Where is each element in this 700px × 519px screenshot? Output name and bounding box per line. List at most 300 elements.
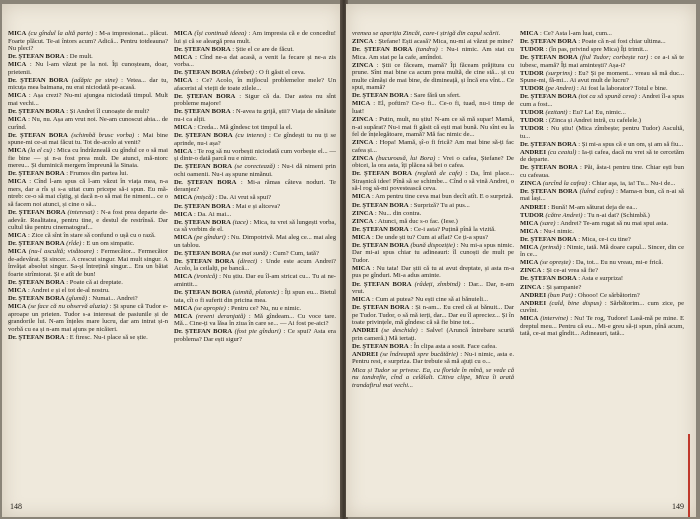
speaker-name: MICA xyxy=(8,287,27,295)
dialogue-text: Mă gîndeam... Cu voce tare. Mă... Cine-ți va lăsa în ziua în care se... — Ai fost pe-aici? xyxy=(174,312,336,328)
right-page-number: 149 xyxy=(672,502,684,511)
dialogue-text: N-avea tu grijă, știi? Viața de sănătate nu-i ca alții. xyxy=(174,108,336,124)
speaker-name: Dr. ȘTEFAN BORA xyxy=(174,328,233,336)
dialogue-line: MICA : Da. Ai mai... xyxy=(174,210,232,218)
dialogue-text: Poate că ai dreptate. xyxy=(69,279,123,286)
speaker-name: Dr. ȘTEFAN BORA xyxy=(520,275,577,283)
dialogue-text: Mi-a rămas câteva noduri. Te deranjez? xyxy=(174,178,336,194)
dialogue-text: vremea se apariția Zincăi, care-i ștrigă din capul scării. xyxy=(352,30,501,37)
speaker-name: MICA xyxy=(174,53,193,61)
dialogue-text: Nu-i nimic. xyxy=(543,227,574,235)
dialogue-text: Știe el ce are de făcut. xyxy=(235,45,294,53)
dialogue-line: Dr. ȘTEFAN BORA : De mult. xyxy=(8,53,93,61)
dialogue-line: Dr. ȘTEFAN BORA (direct) : Unde este acum Andrei? Acolo, la ceilalți, pe bancă... xyxy=(174,257,336,273)
dialogue-text: Putin, mult, nu știu! N-am ce să mă supar! Mamă, n-ai supărat? Nu-i mai fi găsit că ești mai bună. Nu sînt eu la fel de înțelegătoare, mamă? Mă fac nimic de... xyxy=(352,116,514,139)
speaker-name: ZINCA xyxy=(352,38,374,46)
speaker-name: MICA xyxy=(174,273,193,281)
left-page-column-1 xyxy=(8,30,168,500)
right-page xyxy=(346,4,696,517)
dialogue-text: Nimic, tată. Mă doare capul... Sincer, din ce în ce... xyxy=(520,243,684,259)
stage-direction: (glumă) xyxy=(66,295,88,303)
dialogue-text: Nu-i nimic, asta e. Pentru rest, e surpriza. Dar trebuie să mă ajuți cu o... xyxy=(352,350,514,366)
stage-direction: (se deschide) xyxy=(381,327,418,335)
dialogue-text: Ștefane! Ești acasă? Mica, nu-mi ai văzut pe mine? xyxy=(378,38,514,46)
dialogue-line: Dr. ȘTEFAN BORA (fost pie gînduri) : Ce spui? Asta era problema? Dar ești sigur? xyxy=(174,328,336,343)
dialogue-line: MICA : Zice că sînt în stare să confund o ușă cu o rază. xyxy=(8,232,156,240)
dialogue-text: Vrei o cafea, Ștefane? De obicei, la ora asta, îți plăcea să bei o cafea. xyxy=(352,154,514,170)
speaker-name: ZINCA xyxy=(520,267,542,275)
dialogue-line: Dr. ȘTEFAN BORA : Sare fără un sfert. xyxy=(352,92,461,100)
speaker-name: ANDREI xyxy=(352,350,379,358)
speaker-name: MICA xyxy=(174,210,193,218)
stage-direction: (bun Pat) xyxy=(547,291,573,299)
speaker-name: MICA xyxy=(352,233,371,241)
speaker-name: Dr. ȘTEFAN BORA xyxy=(8,170,65,178)
speaker-name: ZINCA xyxy=(352,116,374,124)
speaker-name: ANDREI xyxy=(520,203,547,211)
dialogue-line: MICA : Cînd l-am spus că l-am văzut în viața mea, n-a mers, dar a rîs și s-a uitat cum pricepe să-i spun. Eu mă-ntreb: ce-o să mai cîștig, și dacă n-o să mai fie nimeni... ce o să facem noi atunci, și cine o să... xyxy=(8,178,168,209)
stage-direction: (reveni deranjată) xyxy=(195,312,246,320)
speaker-name: Dr. ȘTEFAN BORA xyxy=(520,187,578,195)
dialogue-text: Nu. Dimpotrivă. Mai aleg ce... mai aleg un tablou. xyxy=(174,234,336,249)
speaker-name: Dr. ȘTEFAN BORA xyxy=(174,132,233,140)
speaker-name: Dr. ȘTEFAN BORA xyxy=(174,178,237,186)
dialogue-text: Ia-ți cafea, dacă nu vrei să te cercetăm de departe. xyxy=(520,148,684,164)
dialogue-text: Nu l-am văzut pe la noi. Îți cunoșteam, doar, prietenii. xyxy=(8,61,168,76)
dialogue-text: Și ce-ai vrea să fie? xyxy=(546,267,599,275)
dialogue-line: ZINCA : Hopa! Mamă, șî-o fi frică? Am mai bine să-ți fac cafea și... xyxy=(352,139,514,154)
stage-direction: (fiul Tudor; corbește rar) xyxy=(579,54,649,62)
dialogue-text: Surpriză? Tu ai pus... xyxy=(413,201,470,209)
dialogue-line xyxy=(352,30,514,38)
stage-direction: (urcînd la cafea) xyxy=(542,179,587,187)
stage-direction: (reglată de cafe) xyxy=(415,170,463,178)
dialogue-line: Dr. ȘTEFAN BORA (rîde) : E un om simpatic. xyxy=(8,240,135,248)
dialogue-text: Salve! (Aruncă întrebare scurtă prin cameră.) Mă iertați. xyxy=(352,327,514,342)
dialogue-line: Dr. ȘTEFAN BORA : Surpriză? Tu ai pus... xyxy=(352,201,470,209)
speaker-name: MICA xyxy=(352,100,371,108)
dialogue-text: Poate că n-ai fost chiar ultima... xyxy=(581,38,666,46)
dialogue-line: Dr. ȘTEFAN BORA (tot ca să spună ceva) : Andrei îl-a spus cum a fost... xyxy=(520,93,684,108)
speaker-name: MICA xyxy=(8,178,27,186)
dialogue-line: TUDOR : (Zinca și Andrei intră, cu cafelele.) xyxy=(520,117,642,125)
speaker-name: MICA xyxy=(8,92,27,100)
stage-direction: (bucuroasă, lui Bora) xyxy=(376,154,436,162)
dialogue-text: Știi ce făceam, mamă? Îți făceam prăjitura cu prune. Sînt mai bine ca acum prea multă, de cine stă... și cu multe cămăși de mai bine, de dimineață, și încă era vînt... Ce spui, mamă? xyxy=(352,61,514,92)
speaker-name: TUDOR xyxy=(520,46,544,54)
dialogue-line: Dr. ȘTEFAN BORA (tandru) : Nu-i nimic. Am stat cu Mica. Am stat pe la cafe, amîndoi. xyxy=(352,46,514,61)
dialogue-line: MICA : Nu l-am văzut pe la noi. Îți cunoșteam, doar, prietenii. xyxy=(8,61,168,76)
dialogue-text: E firesc. Nu-i place să se știe. xyxy=(69,333,148,341)
dialogue-text: N-a fost prea departe de-adevăr. Realitatea, pentru tine, e destul de restrînsă. Dar cultul tău pentru cinematograf... xyxy=(8,209,168,232)
dialogue-text: Zice că sînt în stare să confund o ușă cu o rază. xyxy=(31,232,156,240)
dialogue-text: Asta e surpriza! xyxy=(581,275,624,283)
dialogue-line: ZINCA (bucuroasă, lui Bora) : Vrei o cafea, Ștefane? De obicei, la ora asta, îți plăcea să bei o cafea. xyxy=(352,154,514,170)
dialogue-line: Dr. ȘTEFAN BORA (glumă) : Numai... Andrei? xyxy=(8,295,138,303)
stage-direction: (se mai sună) xyxy=(232,249,268,257)
stage-direction: (către Andrei) xyxy=(545,211,583,219)
stage-direction: (adăpic pe sine) xyxy=(71,76,118,84)
speaker-name: MICA xyxy=(352,296,371,304)
speaker-name: MICA xyxy=(8,147,27,155)
stage-direction: (cald, bine dispus) xyxy=(549,299,602,307)
dialogue-text: Ce spui? Asta era problema? Dar ești sigur? xyxy=(174,328,336,343)
dialogue-text: În clipa asta a sosit. Face cafea. xyxy=(413,342,497,350)
stage-direction: (pe Andrei) xyxy=(545,85,576,93)
speaker-name: MICA xyxy=(520,315,539,323)
dialogue-text: Numai... Andrei? xyxy=(92,295,138,303)
dialogue-line: TUDOR (pe Andrei) : Ai fost la laborator? Totul e bine. xyxy=(520,85,668,93)
dialogue-text: Și spune că Tudor e-aproape un prieten. Tudor s-a interesat de pasiunile și de grandorile lui. N-am înțeles mare lucru, dar am intrat și-n vorbă cu ea și n-am mai ajuns pe nicăieri. xyxy=(8,303,168,333)
dialogue-line: ZINCA (urcînd la cafea) : Chiar aşa, ia, ia! Tu... Nu-i de... xyxy=(520,179,676,187)
speaker-name: Dr. ȘTEFAN BORA xyxy=(352,304,410,312)
dialogue-text: Pentru ce? Nu, nu e nimic. xyxy=(230,304,302,312)
speaker-name: TUDOR xyxy=(520,125,544,133)
dialogue-text: Chiar aşa, ia, ia! Tu... Nu-i de... xyxy=(592,179,676,187)
stage-direction: (cu ceaiul) xyxy=(547,148,577,156)
dialogue-line: MICA : El, poftim? Ce-o fi... Ce-o fi, tuad, nu-i timp de luat! xyxy=(352,100,514,115)
dialogue-text: Mama-n bun, că n-ai să mai lași... xyxy=(520,187,684,203)
stage-direction: (la el cu) xyxy=(28,147,52,155)
dialogue-line: Dr. ȘTEFAN BORA : Păi, ăsta-i pentru tine. Chiar ești bun cu cafeaua. xyxy=(520,164,684,179)
speaker-name: MICA xyxy=(174,77,193,85)
speaker-name: Dr. ȘTEFAN BORA xyxy=(352,342,409,350)
dialogue-line: Dr. ȘTEFAN BORA (reglată de cafe) : Da, îmi place... Strașnică idee! Pînă să se schimbe... Cînd o să vină Andrei, o să-l rog să-mi povestească ceva. xyxy=(352,170,514,193)
dialogue-line: ZINCA : Putin, mult, nu știu! N-am ce să mă supar! Mamă, n-ai supărat? Nu-i mai fi găsit că ești mai bună. Nu sînt eu la fel de înțelegătoare, mamă? Mă fac nimic de... xyxy=(352,116,514,139)
dialogue-line: MICA : Ce? Acolo, în mijlocul problemelor mele? Un afacerist al vieții de toate zilele... xyxy=(174,77,336,92)
speaker-name: MICA xyxy=(8,116,27,124)
right-page-column-2 xyxy=(520,30,684,500)
speaker-name: TUDOR xyxy=(520,211,544,219)
dialogue-line: Dr. ȘTEFAN BORA (se mai sună) : Cum? Cum, tată? xyxy=(174,249,319,257)
dialogue-line: Dr. ȘTEFAN BORA (zîmbet) : O fi găsit el ceva. xyxy=(174,69,306,77)
dialogue-text: Nu... din contra. xyxy=(378,209,422,217)
dialogue-text: Da, tot... Eu nu vreau, mi-e frică. xyxy=(575,259,663,267)
dialogue-text: Sare fără un sfert. xyxy=(413,92,461,100)
speaker-name: ANDREI xyxy=(352,327,379,335)
stage-direction: (tandru) xyxy=(415,46,438,54)
dialogue-text: Ce gîndești tu nu ți se aprinde, nu-i așa? xyxy=(174,132,336,147)
stage-direction: (mișcă) xyxy=(193,194,214,202)
right-page-column-1 xyxy=(352,30,514,500)
dialogue-text: Și n-am... Eu cred că ai bănuit... Dar pe Tudor. Tudor, o să mă ierți, dar... Dar eu îl apreciez... Și în toate privințele, mă gîndesc că să fie bine tot... xyxy=(352,304,514,327)
dialogue-line: Dr. ȘTEFAN BORA : Poate că n-ai fost chiar ultima... xyxy=(520,38,666,46)
dialogue-text: Cum ai putea? Nu ești cine să ai bănuieli... xyxy=(375,296,489,304)
speaker-name: Dr. ȘTEFAN BORA xyxy=(520,235,577,243)
dialogue-line: Dr. ȘTEFAN BORA (cu interes) : Ce gîndești tu nu ți se aprinde, nu-i așa? xyxy=(174,132,336,147)
dialogue-line: Dr. ȘTEFAN BORA (interesat) : N-a fost prea departe de-adevăr. Realitatea, pentru tine, e destul de restrînsă. Dar cultul tău pentru cinematograf... xyxy=(8,209,168,232)
dialogue-line xyxy=(352,367,514,390)
dialogue-text: Vetea... dar tu, micuța mea baimana, nu erai niciodată pe-acasă. xyxy=(8,76,168,92)
dialogue-text: De unde ști tu? Cum ai aflat? Ce ți-a spus? xyxy=(375,233,489,241)
speaker-name: MICA xyxy=(174,147,193,155)
dialogue-line: Dr. ȘTEFAN BORA : Ce-i asta? Puțină pînă la vizită. xyxy=(352,225,496,233)
dialogue-line: Dr. ȘTEFAN BORA : E firesc. Nu-i place să se știe. xyxy=(8,333,148,341)
speaker-name: MICA xyxy=(520,227,539,235)
speaker-name: Dr. ȘTEFAN BORA xyxy=(8,295,65,303)
dialogue-text: Și mi-a spus că e un om, și am să fiu... xyxy=(581,140,684,148)
speaker-name: Dr. ȘTEFAN BORA xyxy=(8,279,65,286)
speaker-name: ZINCA xyxy=(352,209,374,217)
stage-direction: (schimbă brusc vorba) xyxy=(71,131,135,139)
dialogue-text: Cînd l-am spus că l-am văzut în viața mea, n-a mers, dar a rîs și s-a uitat cum pricepe să-i spun. Eu mă-ntreb: ce-o să mai cîștig, și dacă n-o să mai fie nimeni... ce o să facem noi atunci, și cine o să... xyxy=(8,178,168,209)
speaker-name: MICA xyxy=(174,304,193,312)
stage-direction: (cu interes) xyxy=(235,132,267,140)
stage-direction: (tace) xyxy=(232,218,249,226)
dialogue-text: Fermecător... Fermecător de-adevărat. Și sincer... A crescut singur. Mai mult singur. A învățat absolut singur. Sa-și întrețină singur... Era un băiat foarte strîmtorat. Și e atît de bun! xyxy=(8,248,168,278)
stage-direction: (rîde) xyxy=(66,240,82,248)
dialogue-text: Eu? Și pe moment... vreau să mă duc... Spune-mi, fă-mi... Ai avut mult de lucru? xyxy=(520,69,684,85)
speaker-name: TUDOR xyxy=(520,117,544,125)
dialogue-text: Mica și Tudor se privesc. Ea, cu floride în mînă, se vede că nu tandrefie, cînd a celălalt. Citiva clipe, Mica îi arată trandafirul mai vechi... xyxy=(352,366,514,389)
dialogue-line: Dr. ȘTEFAN BORA (bună dispoziție) : Nu mi-a spus nimic. Dar mi-ai spus chiar tu adineauri: îl cunoști de mult pe Tudor. xyxy=(352,241,514,264)
dialogue-text: Da. Ai mai... xyxy=(197,210,232,218)
speaker-name: ZINCA xyxy=(352,61,374,69)
speaker-name: Dr. ȘTEFAN BORA xyxy=(520,140,577,148)
dialogue-line: MICA (se apropie) : Pentru ce? Nu, nu e nimic. xyxy=(174,304,302,312)
dialogue-line: Dr. ȘTEFAN BORA : Și n-am... Eu cred că ai bănuit... Dar pe Tudor. Tudor, o să mă ierți, dar... Dar eu îl apreciez... Și în toate privințele, mă gîndesc că să fie bine tot... xyxy=(352,304,514,327)
speaker-name: MICA xyxy=(520,243,539,251)
dialogue-line: MICA : De unde ști tu? Cum ai aflat? Ce ți-a spus? xyxy=(352,233,489,241)
speaker-name: Dr. ȘTEFAN BORA xyxy=(174,257,235,265)
speaker-name: MICA xyxy=(8,303,27,311)
dialogue-text: Îți spun eu... Bietul tata, cît o fi suferit din pricina mea. xyxy=(174,289,336,304)
dialogue-text: Ce-i asta? Puțină pînă la vizită. xyxy=(413,225,496,233)
speaker-name: Dr. ȘTEFAN BORA xyxy=(352,241,409,249)
dialogue-line: ZINCA : Nu... din contra. xyxy=(352,209,422,217)
speaker-name: Dr. ȘTEFAN BORA xyxy=(174,249,231,257)
dialogue-line: TUDOR : (în pas, privind spre Mica) Îți trimit... xyxy=(520,46,648,54)
dialogue-line: ANDREI (cald, bine dispus) : Sărbătorim... cum zice, pe cuvînt. xyxy=(520,299,684,315)
speaker-name: ANDREI xyxy=(520,299,547,307)
dialogue-text: Unde este acum Andrei? Acolo, la ceilalți, pe bancă... xyxy=(174,257,336,273)
speaker-name: Dr. ȘTEFAN BORA xyxy=(520,93,577,101)
speaker-name: MICA xyxy=(520,219,539,227)
dialogue-line: ANDREI (se îndreaptă spre bucătărie) : Nu-i nimic, asta e. Pentru rest, e surpriza. Dar trebuie să mă ajuți cu o... xyxy=(352,350,514,366)
speaker-name: Dr. ȘTEFAN BORA xyxy=(8,53,65,61)
speaker-name: ZINCA xyxy=(352,139,374,147)
speaker-name: MICA xyxy=(8,232,27,240)
dialogue-line: MICA (nu-l ascultă; visătoare) : Fermecător... Fermecător de-adevărat. Și sincer... A crescut singur. Mai mult singur. A învățat absolut singur. Sa-și întrețină singur... Era un băiat foarte strîmtorat. Și e atît de bun! xyxy=(8,248,168,278)
speaker-name: Dr. ȘTEFAN BORA xyxy=(174,69,231,77)
dialogue-text: Da. Ai vrut să spui? xyxy=(218,194,272,202)
dialogue-text: Mica, ce-i cu tine? xyxy=(581,235,631,243)
dialogue-text: M-a impresionat... plăcut. Foarte plăcut. Te-ai întors acum? Adică... Pentru totdeauna? Nu pleci? xyxy=(8,30,168,53)
dialogue-line: TUDOR : Nu știu! (Mica zîmbește; pentru Tudor) Ascultă, tu... xyxy=(520,125,684,140)
stage-direction: (ezitant) xyxy=(545,108,568,116)
dialogue-line: Dr. ȘTEFAN BORA : Și Andrei îl cunoaște de mult? xyxy=(8,107,150,115)
dialogue-line: MICA : Andrei e și el tot de-al nostru. xyxy=(8,287,110,295)
dialogue-text: Mai e și altceva? xyxy=(235,202,281,210)
speaker-name: Dr. ȘTEFAN BORA xyxy=(520,164,578,172)
stage-direction: (bună dispoziție) xyxy=(410,241,456,249)
dialogue-text: Sigur că da. Dar astea nu sînt probleme majore! xyxy=(174,92,336,108)
dialogue-line: Dr. ȘTEFAN BORA : Mi-a rămas câteva noduri. Te deranjez? xyxy=(174,178,336,194)
dialogue-text: Dar... Dar, n-am vrut. xyxy=(352,280,514,296)
speaker-name: MICA xyxy=(174,30,193,37)
dialogue-line: ZINCA : Și ce-ai vrea să fie? xyxy=(520,267,599,275)
dialogue-text: Nu-i dă nimeni prin ochi oamenii. Nu-i aș spune nimănui. xyxy=(174,163,336,178)
speaker-name: Dr. ȘTEFAN BORA xyxy=(352,46,413,54)
stage-direction: (se face că nu observă aluzia) xyxy=(28,303,108,311)
dialogue-line: Dr. ȘTEFAN BORA (râdeți, zîmbind) : Dar... Dar, n-am vrut. xyxy=(352,280,514,296)
speaker-name: MICA xyxy=(8,30,27,37)
speaker-name: ZINCA xyxy=(352,217,374,225)
dialogue-text: Nu știu. Dar eu îl-am stricat cu... Tu ai ne-amintit... xyxy=(174,273,336,288)
stage-direction: (prinsă) xyxy=(540,243,562,251)
dialogue-line: Dr. ȘTEFAN BORA : În clipa asta a sosit. Face cafea. xyxy=(352,342,497,350)
dialogue-line: TUDOR (surprins) : Eu? Și pe moment... vreau să mă duc... Spune-mi, fă-mi... Ai avut mult de lucru? xyxy=(520,69,684,85)
stage-direction: (se corectează) xyxy=(234,163,276,171)
dialogue-text: Cînd ne-a dat acasă, a venit la fecare și ne-a zis vorba... xyxy=(174,53,336,69)
speaker-name: Dr. ȘTEFAN BORA xyxy=(174,163,233,171)
dialogue-text: Ce? Acolo, în mijlocul problemelor mele? Un afacerist al vieții de toate zilele... xyxy=(174,77,336,92)
dialogue-line: MICA (se face că nu observă aluzia) : Și spune că Tudor e-aproape un prieten. Tudor s-a interesat de pasiunile și de grandorile lui. N-am înțeles mare lucru, dar am intrat și-n vorbă cu ea și n-am mai ajuns pe nicăieri. xyxy=(8,303,168,333)
dialogue-line: ANDREI (bun Pat) : Ohooo! Ce sărbătorim? xyxy=(520,291,640,299)
dialogue-line: Dr. ȘTEFAN BORA : Poate că ai dreptate. xyxy=(8,279,123,286)
dialogue-line: ZINCA : Ștefane! Ești acasă? Mica, nu-mi ai văzut pe mine? xyxy=(352,38,514,46)
stage-direction: (ironică) xyxy=(194,273,218,281)
dialogue-text: O fi găsit el ceva. xyxy=(259,69,306,77)
speaker-name: TUDOR xyxy=(520,85,544,93)
stage-direction: (direct) xyxy=(237,257,258,265)
dialogue-text: Nu tata! Dar știi că tu ai avut dreptate, și asta m-a pus pe gînduri. Mi-a adus aminte. xyxy=(352,264,514,280)
dialogue-line: MICA : Am pentru tine ceva mai bun decît atît. E o surpriză. xyxy=(352,193,514,201)
dialogue-line: ZINCA : Știi ce făceam, mamă? Îți făceam prăjitura cu prune. Sînt mai bine ca acum prea multă, de cine stă... și cu multe cămăși de mai bine, de dimineață, și încă era vînt... Ce spui, mamă? xyxy=(352,61,514,92)
dialogue-text: Bună! M-am săturat deja de ea... xyxy=(551,203,638,211)
dialogue-text: Te rog să nu vorbești niciodată cum vorbește el... — și dintr-o dată parcă nu e nimic. xyxy=(174,147,336,163)
dialogue-line: Dr. ȘTEFAN BORA (uimită, platonic) : Îți spun eu... Bietul tata, cît o fi suferit din pricina mea. xyxy=(174,289,336,304)
dialogue-text: Și șampanie? xyxy=(546,283,582,291)
speaker-name: MICA xyxy=(352,264,371,272)
dialogue-text: Nu mi-a spus nimic. Dar mi-ai spus chiar tu adineauri: îl cunoști de mult pe Tudor. xyxy=(352,241,514,264)
stage-direction: (pe gînduri) xyxy=(194,234,226,242)
speaker-name: Dr. ȘTEFAN BORA xyxy=(352,170,412,178)
dialogue-line: ANDREI (se deschide) : Salve! (Aruncă întrebare scurtă prin cameră.) Mă iertați. xyxy=(352,327,514,342)
dialogue-line: MICA : Nu tata! Dar știi că tu ai avut dreptate, și asta m-a pus pe gînduri. Mi-a adus aminte. xyxy=(352,264,514,280)
dialogue-text: Nu știu! (Mica zîmbește; pentru Tudor) Ascultă, tu... xyxy=(520,125,684,140)
dialogue-line: ZINCA : Și șampanie? xyxy=(520,283,582,291)
dialogue-line: Dr. ȘTEFAN BORA : Știe el ce are de făcut. xyxy=(174,45,294,53)
speaker-name: MICA xyxy=(8,61,27,69)
speaker-name: MICA xyxy=(174,234,193,242)
speaker-name: MICA xyxy=(520,30,539,37)
dialogue-text: Andrei îl-a spus cum a fost... xyxy=(520,93,684,108)
dialogue-line: Dr. ȘTEFAN BORA : Mai e și altceva? xyxy=(174,202,281,210)
dialogue-line: MICA : Creda... Mă gîndesc tot timpul la el. xyxy=(174,124,293,132)
dialogue-line: MICA (intervine) : Nu! Te rog, Tudore! Lasă-mă pe mine. E dreptul meu... Pentru că eu... Mi-e greu să-ți spun, pînă acum, tată, ce-ai mai gîndit... Adineauri, tată... xyxy=(520,315,684,338)
speaker-name: Dr. ȘTEFAN BORA xyxy=(8,209,66,217)
dialogue-line: MICA (cu gîndul la altă parte) : M-a impresionat... plăcut. Foarte plăcut. Te-ai întors acum? Adică... Pentru totdeauna? Nu pleci? xyxy=(8,30,168,53)
dialogue-text: El, poftim? Ce-o fi... Ce-o fi, tuad, nu-i timp de luat! xyxy=(352,100,514,115)
stage-direction: (se oprește) xyxy=(539,259,571,267)
dialogue-line: MICA (ironică) : Nu știu. Dar eu îl-am stricat cu... Tu ai ne-amintit... xyxy=(174,273,336,288)
dialogue-text: Nu-i nimic. Am stat cu Mica. Am stat pe la cafe, amîndoi. xyxy=(352,46,514,61)
speaker-name: TUDOR xyxy=(520,69,544,77)
dialogue-line: Dr. ȘTEFAN BORA : N-avea tu grijă, știi? Viața de sănătate nu-i ca alții. xyxy=(174,108,336,124)
speaker-name: MICA xyxy=(174,312,193,320)
dialogue-text: E un om simpatic. xyxy=(86,240,135,248)
dialogue-text: Am pentru tine ceva mai bun decît atît. E o surpriză. xyxy=(375,193,514,201)
stage-direction: (zîmbet) xyxy=(232,69,254,77)
speaker-name: Dr. ȘTEFAN BORA xyxy=(8,131,68,139)
dialogue-line: MICA (pe gînduri) : Nu. Dimpotrivă. Mai aleg ce... mai aleg un tablou. xyxy=(174,234,336,249)
stage-direction: (râdeți, zîmbind) xyxy=(414,280,461,288)
left-page xyxy=(2,4,342,517)
speaker-name: Dr. ȘTEFAN BORA xyxy=(352,280,412,288)
speaker-name: ANDREI xyxy=(520,148,547,156)
dialogue-text: (în pas, privind spre Mica) Îți trimit... xyxy=(548,46,648,54)
speaker-name: Dr. ȘTEFAN BORA xyxy=(352,225,409,233)
dialogue-text: Sărbătorim... cum zice, pe cuvînt. xyxy=(520,299,684,315)
speaker-name: Dr. ȘTEFAN BORA xyxy=(520,54,578,62)
speaker-name: Dr. ȘTEFAN BORA xyxy=(174,92,236,100)
stage-direction: (nu-l ascultă; visătoare) xyxy=(28,248,95,256)
dialogue-line: Dr. ȘTEFAN BORA (adăpic pe sine) : Vetea... dar tu, micuța mea baimana, nu erai niciodată pe-acasă. xyxy=(8,76,168,92)
dialogue-text: Mica, tu vrei să lungești vorba, ca să vorbim de el. xyxy=(174,218,336,234)
dialogue-line: MICA (reveni deranjată) : Mă gîndeam... Cu voce tare. Mă... Cine-ți va lăsa în ziua în care se... — Ai fost pe-aici? xyxy=(174,312,336,328)
dialogue-text: Creda... Mă gîndesc tot timpul la el. xyxy=(197,124,293,132)
dialogue-text: Hopa! Mamă, șî-o fi frică? Am mai bine să-ți fac cafea și... xyxy=(352,139,514,154)
stage-direction: (se îndreaptă spre bucătărie) xyxy=(380,350,459,358)
dialogue-line: Dr. ȘTEFAN BORA (schimbă brusc vorba) : Mai bine spune-mi ce-ai mai făcut tu. Tot de-acolo ai venit? xyxy=(8,131,168,147)
dialogue-text: Păi, ăsta-i pentru tine. Chiar ești bun cu cafeaua. xyxy=(520,164,684,179)
dialogue-line: Dr. ȘTEFAN BORA : Frumos din partea lui. xyxy=(8,170,128,178)
speaker-name: MICA xyxy=(174,124,193,132)
speaker-name: MICA xyxy=(352,193,371,201)
speaker-name: ZINCA xyxy=(352,154,374,162)
dialogue-text: Andrei e și el tot de-al nostru. xyxy=(31,287,110,295)
dialogue-text: Așa crezi? Nu-mi ajungea niciodată timpul. Mult mai vechi... xyxy=(8,92,168,107)
dialogue-line: MICA (se oprește) : Da, tot... Eu nu vreau, mi-e frică. xyxy=(520,259,663,267)
speaker-name: Dr. ȘTEFAN BORA xyxy=(352,92,409,100)
dialogue-line: MICA (prinsă) : Nimic, tată. Mă doare capul... Sincer, din ce în ce... xyxy=(520,243,684,259)
dialogue-text: Cum? Cum, tată? xyxy=(272,249,319,257)
dialogue-line: MICA (își continuă ideea) : Am impresia că e de concediu! lui și că se aleargă prea mult. xyxy=(174,30,336,45)
stage-direction: (se apropie) xyxy=(193,304,226,312)
dialogue-line: MICA (mișcă) : Da. Ai vrut să spui? xyxy=(174,194,272,202)
bookmark-ribbon xyxy=(688,434,690,517)
dialogue-text: Ce? Asta l-am luat, cum... xyxy=(543,30,612,37)
speaker-name: Dr. ȘTEFAN BORA xyxy=(174,108,231,116)
speaker-name: MICA xyxy=(8,248,27,256)
dialogue-line: Dr. ȘTEFAN BORA : Și mi-a spus că e un om, și am să fiu... xyxy=(520,140,684,148)
speaker-name: Dr. ȘTEFAN BORA xyxy=(174,202,231,210)
dialogue-text: Ohooo! Ce sărbătorim? xyxy=(577,291,640,299)
dialogue-text: ce a-i să te iubesc, mamă? Îți mai amintești? Așa-i? xyxy=(520,54,684,69)
dialogue-line: MICA (la el cu) : Mica cu îndrăzneală cu gîndul ce o să mai fie bine — și n-a fost prea mult. De atunci, mă-ntorc mereu... Și duminică mergem împreună la Sinaia. xyxy=(8,147,168,170)
dialogue-text: (Zinca și Andrei intră, cu cafelele.) xyxy=(548,117,642,125)
dialogue-line: Dr. ȘTEFAN BORA (tace) : Mica, tu vrei să lungești vorba, ca să vorbim de el. xyxy=(174,218,336,234)
dialogue-line: ZINCA : Atunci, mă duc s-o fac. (Iese.) xyxy=(352,217,458,225)
stage-direction: (sare) xyxy=(539,219,556,227)
left-page-number: 148 xyxy=(10,502,22,511)
speaker-name: Dr. ȘTEFAN BORA xyxy=(174,45,231,53)
left-page-column-2 xyxy=(174,30,336,500)
dialogue-line: MICA (sare) : Andrei? Te-am rugat să nu mai spui asta. xyxy=(520,219,669,227)
dialogue-line: TUDOR (către Andrei) : Tu n-ai dat? (Schimbă.) xyxy=(520,211,650,219)
stage-direction: (tot ca să spună ceva) xyxy=(578,93,637,101)
dialogue-text: Și Andrei îl cunoaște de mult? xyxy=(69,107,150,115)
dialogue-text: Da, îmi place... Strașnică idee! Pînă să se schimbe... Cînd o să vină Andrei, o să-l rog să-mi povestească ceva. xyxy=(352,170,514,193)
dialogue-line: ANDREI : Bună! M-am săturat deja de ea... xyxy=(520,203,638,211)
speaker-name: Dr. ȘTEFAN BORA xyxy=(174,218,231,226)
dialogue-line: Dr. ȘTEFAN BORA : Sigur că da. Dar astea nu sînt probleme majore! xyxy=(174,92,336,108)
speaker-name: ZINCA xyxy=(520,179,542,187)
speaker-name: ZINCA xyxy=(520,283,542,291)
dialogue-line: Dr. ȘTEFAN BORA (fiul Tudor; corbește rar) : ce a-i să te iubesc, mamă? Îți mai amintești? Așa-i? xyxy=(520,54,684,69)
speaker-name: Dr. ȘTEFAN BORA xyxy=(8,240,65,248)
